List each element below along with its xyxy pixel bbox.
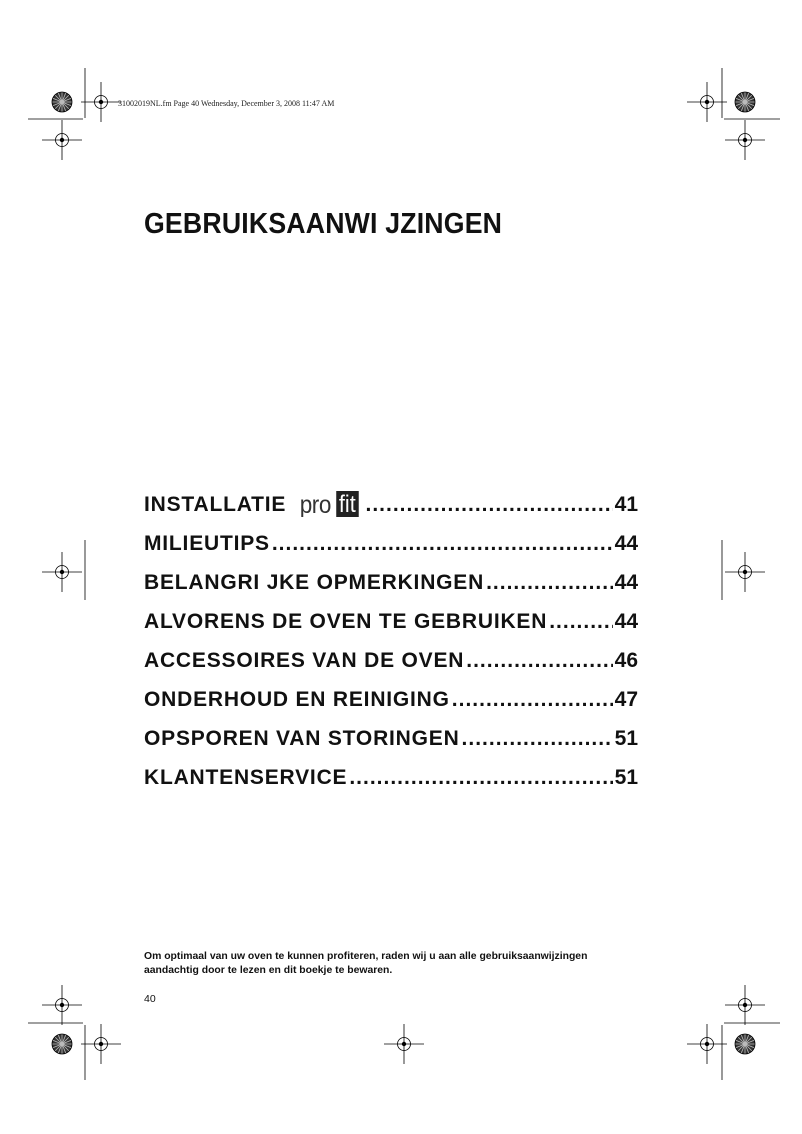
toc-page-number: 44 <box>614 532 638 555</box>
toc-row-klantenservice[interactable] <box>144 751 638 790</box>
toc-leader-dots <box>549 610 612 634</box>
toc-label: INSTALLATIE <box>144 493 287 516</box>
crosshair-mark <box>42 985 82 1025</box>
toc-page-number: 51 <box>614 727 638 750</box>
crosshair-mark <box>687 82 727 122</box>
page-number: 40 <box>144 993 156 1005</box>
crosshair-mark <box>725 120 765 160</box>
crosshair-mark <box>384 1024 424 1064</box>
color-starburst-mark <box>735 92 755 112</box>
toc-leader-dots <box>466 649 612 673</box>
crosshair-mark <box>42 120 82 160</box>
toc-row-belangrijke-opmerkingen[interactable] <box>144 556 638 595</box>
crosshair-mark <box>42 552 82 592</box>
toc-label: KLANTENSERVICE <box>144 766 348 789</box>
color-starburst-mark <box>52 92 72 112</box>
crosshair-mark <box>725 552 765 592</box>
toc-leader-dots <box>349 766 612 790</box>
toc-leader-dots <box>486 571 613 595</box>
color-starburst-mark <box>52 1034 72 1054</box>
file-header-stamp: 31002019NL.fm Page 40 Wednesday, December 3, 2008 11:47 AM <box>118 99 335 108</box>
toc-label: ONDERHOUD EN REINIGING <box>144 688 450 711</box>
toc-label: OPSPOREN VAN STORINGEN <box>144 727 460 750</box>
color-starburst-mark <box>735 1034 755 1054</box>
page-title: GEBRUIKSAANWI JZINGEN <box>144 208 503 240</box>
toc-label: MILIEUTIPS <box>144 532 270 555</box>
toc-label: ALVORENS DE OVEN TE GEBRUIKEN <box>144 610 548 633</box>
toc-leader-dots <box>272 532 613 556</box>
toc-page-number: 41 <box>614 493 638 516</box>
toc-row-alvorens-de-oven[interactable] <box>144 595 638 634</box>
toc-row-accessoires[interactable] <box>144 634 638 673</box>
toc-page-number: 47 <box>614 688 638 711</box>
toc-row-milieutips[interactable] <box>144 517 638 556</box>
profit-logo-icon <box>298 491 359 517</box>
toc-row-installatie[interactable] <box>144 478 638 517</box>
toc-leader-dots <box>452 688 613 712</box>
profit-logo-fit: fit <box>336 491 358 517</box>
toc-row-onderhoud[interactable] <box>144 673 638 712</box>
toc-label: BELANGRI JKE OPMERKINGEN <box>144 571 485 594</box>
toc-page-number: 46 <box>614 649 638 672</box>
crosshair-mark <box>725 985 765 1025</box>
toc-row-opsporen[interactable] <box>144 712 638 751</box>
toc-leader-dots <box>366 493 613 517</box>
toc-page-number: 44 <box>614 610 638 633</box>
profit-logo-pro: pro <box>299 490 332 517</box>
crosshair-mark <box>687 1024 727 1064</box>
intro-note: Om optimaal van uw oven te kunnen profiteren, raden wij u aan alle gebruiksaanwijzingen aandachtig door te lezen en dit boekje te bewaren. <box>144 951 588 976</box>
toc-label: ACCESSOIRES VAN DE OVEN <box>144 649 465 672</box>
toc-leader-dots <box>462 727 613 751</box>
toc-page-number: 44 <box>614 571 638 594</box>
toc-page-number: 51 <box>614 766 638 789</box>
table-of-contents <box>144 478 638 790</box>
crosshair-mark <box>81 82 121 122</box>
crosshair-mark <box>81 1024 121 1064</box>
